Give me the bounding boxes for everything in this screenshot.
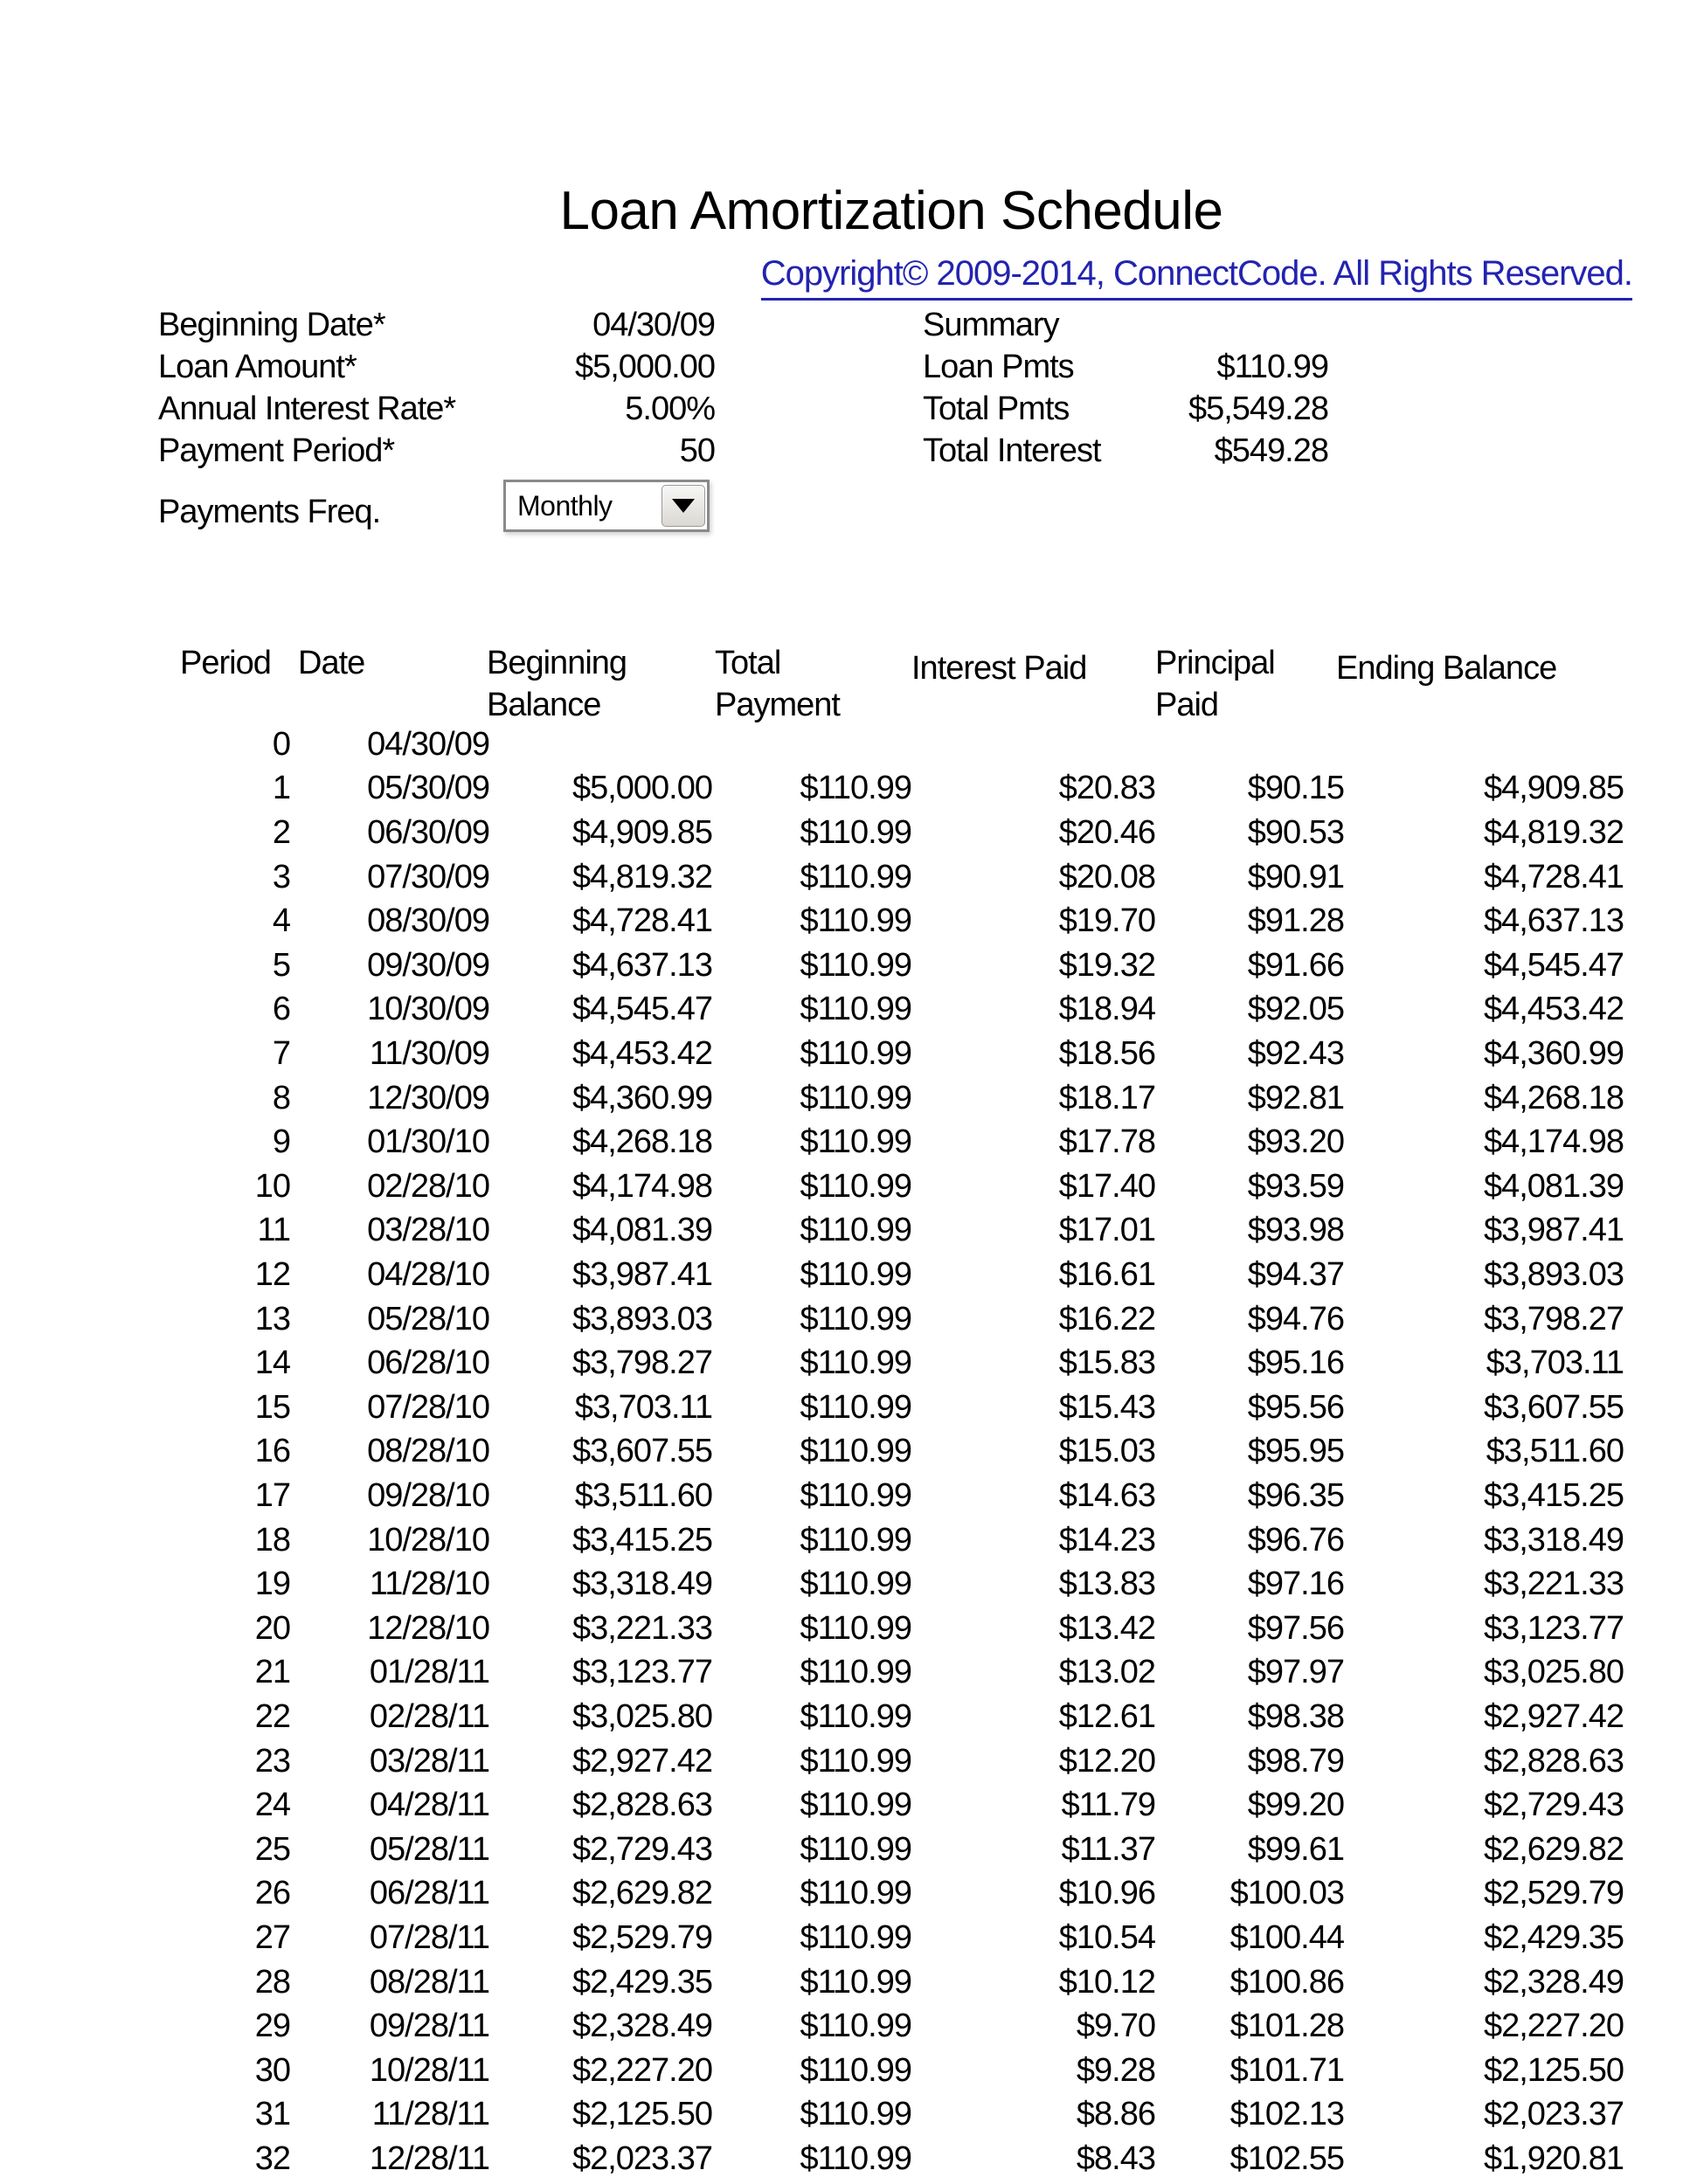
cell-principal-paid: $97.56 <box>1247 1609 1344 1647</box>
table-row <box>0 811 1690 855</box>
cell-ending-balance: $2,023.37 <box>1483 2096 1624 2133</box>
cell-principal-paid: $102.13 <box>1229 2096 1344 2133</box>
cell-interest-paid: $20.08 <box>1058 858 1155 895</box>
cell-date: 04/30/09 <box>367 725 489 763</box>
cell-beginning-balance: $2,927.42 <box>571 1742 712 1780</box>
table-row <box>0 1607 1690 1651</box>
cell-beginning-balance: $2,227.20 <box>571 2051 712 2089</box>
cell-period: 10 <box>254 1167 290 1205</box>
cell-total-payment: $110.99 <box>800 1654 911 1691</box>
cell-date: 03/28/11 <box>369 1742 489 1780</box>
cell-period: 13 <box>254 1300 290 1337</box>
cell-principal-paid: $95.16 <box>1247 1344 1344 1382</box>
label-annual-interest-rate: Annual Interest Rate* <box>158 390 456 427</box>
table-row <box>0 943 1690 988</box>
table-row <box>0 1916 1690 1960</box>
table-row <box>0 1253 1690 1297</box>
cell-principal-paid: $91.66 <box>1247 946 1344 984</box>
cell-beginning-balance: $4,174.98 <box>571 1167 712 1205</box>
cell-principal-paid: $93.20 <box>1247 1123 1344 1161</box>
cell-total-payment: $110.99 <box>800 1787 911 1824</box>
label-beginning-date: Beginning Date* <box>158 307 385 343</box>
dropdown-arrow-button[interactable] <box>661 485 705 527</box>
table-row <box>0 1960 1690 2005</box>
payments-freq-select[interactable] <box>503 480 710 532</box>
cell-interest-paid: $14.63 <box>1058 1476 1155 1514</box>
table-row <box>0 1165 1690 1209</box>
cell-period: 29 <box>254 2008 290 2045</box>
cell-date: 10/28/10 <box>367 1521 489 1559</box>
cell-period: 0 <box>272 725 290 763</box>
cell-period: 12 <box>254 1255 290 1293</box>
cell-total-payment: $110.99 <box>800 1300 911 1337</box>
table-row <box>0 2092 1690 2137</box>
cell-ending-balance: $4,081.39 <box>1483 1167 1624 1205</box>
table-row <box>0 1076 1690 1121</box>
table-row <box>0 1208 1690 1253</box>
cell-beginning-balance: $4,545.47 <box>571 991 712 1028</box>
cell-principal-paid: $96.35 <box>1247 1476 1344 1514</box>
cell-ending-balance: $3,415.25 <box>1483 1476 1624 1514</box>
cell-principal-paid: $98.79 <box>1247 1742 1344 1780</box>
cell-period: 22 <box>254 1697 290 1735</box>
copyright-link[interactable]: Copyright© 2009-2014, ConnectCode. All Rights Reserved. <box>761 254 1632 301</box>
cell-interest-paid: $11.37 <box>1061 1830 1155 1868</box>
cell-beginning-balance: $4,081.39 <box>571 1212 712 1249</box>
value-beginning-date[interactable]: 04/30/09 <box>592 307 715 343</box>
summary-label-loan-pmts: Loan Pmts <box>923 349 1074 385</box>
cell-total-payment: $110.99 <box>800 1212 911 1249</box>
cell-ending-balance: $3,703.11 <box>1486 1344 1624 1382</box>
cell-period: 26 <box>254 1875 290 1912</box>
cell-date: 09/28/11 <box>369 2008 489 2045</box>
cell-total-payment: $110.99 <box>800 858 911 895</box>
cell-ending-balance: $4,728.41 <box>1483 858 1624 895</box>
cell-principal-paid: $92.43 <box>1247 1034 1344 1072</box>
table-row <box>0 2137 1690 2181</box>
cell-date: 10/30/09 <box>367 991 489 1028</box>
table-row <box>0 766 1690 811</box>
cell-beginning-balance: $4,728.41 <box>571 902 712 940</box>
summary-value-loan-pmts: $110.99 <box>1216 349 1328 385</box>
summary-value-total-pmts: $5,549.28 <box>1188 390 1328 427</box>
page-title: Loan Amortization Schedule <box>559 181 1223 241</box>
cell-ending-balance: $3,987.41 <box>1483 1212 1624 1249</box>
cell-date: 06/28/10 <box>367 1344 489 1382</box>
cell-total-payment: $110.99 <box>800 1830 911 1868</box>
table-row <box>0 1695 1690 1739</box>
cell-period: 2 <box>272 813 290 851</box>
cell-ending-balance: $3,123.77 <box>1483 1609 1624 1647</box>
cell-interest-paid: $9.28 <box>1076 2051 1155 2089</box>
label-payments-freq: Payments Freq. <box>158 494 381 530</box>
cell-principal-paid: $92.81 <box>1247 1079 1344 1116</box>
cell-principal-paid: $95.56 <box>1247 1388 1344 1426</box>
cell-ending-balance: $4,453.42 <box>1483 991 1624 1028</box>
table-row <box>0 1120 1690 1165</box>
cell-total-payment: $110.99 <box>800 1255 911 1293</box>
cell-principal-paid: $100.03 <box>1229 1875 1344 1912</box>
cell-period: 28 <box>254 1963 290 2001</box>
table-row <box>0 1518 1690 1563</box>
table-row <box>0 1562 1690 1607</box>
cell-interest-paid: $15.03 <box>1058 1433 1155 1470</box>
cell-beginning-balance: $2,529.79 <box>571 1918 712 1956</box>
cell-total-payment: $110.99 <box>800 1565 911 1603</box>
cell-date: 07/28/10 <box>367 1388 489 1426</box>
cell-beginning-balance: $3,987.41 <box>571 1255 712 1293</box>
cell-ending-balance: $2,125.50 <box>1483 2051 1624 2089</box>
cell-principal-paid: $98.38 <box>1247 1697 1344 1735</box>
cell-date: 12/28/11 <box>369 2139 489 2177</box>
cell-ending-balance: $1,920.81 <box>1483 2139 1624 2177</box>
cell-total-payment: $110.99 <box>800 1918 911 1956</box>
cell-period: 27 <box>254 1918 290 1956</box>
value-payment-period[interactable]: 50 <box>679 432 715 469</box>
cell-date: 08/30/09 <box>367 902 489 940</box>
cell-beginning-balance: $4,453.42 <box>571 1034 712 1072</box>
cell-interest-paid: $20.83 <box>1058 770 1155 807</box>
cell-date: 10/28/11 <box>369 2051 489 2089</box>
cell-period: 6 <box>272 991 290 1028</box>
cell-total-payment: $110.99 <box>800 770 911 807</box>
table-row <box>0 1739 1690 1784</box>
cell-interest-paid: $17.40 <box>1058 1167 1155 1205</box>
cell-period: 1 <box>272 770 290 807</box>
cell-period: 23 <box>254 1742 290 1780</box>
cell-beginning-balance: $4,268.18 <box>571 1123 712 1161</box>
cell-ending-balance: $4,909.85 <box>1483 770 1624 807</box>
cell-total-payment: $110.99 <box>800 1476 911 1514</box>
table-row <box>0 1341 1690 1386</box>
cell-date: 05/28/10 <box>367 1300 489 1337</box>
cell-total-payment: $110.99 <box>800 902 911 940</box>
cell-interest-paid: $8.43 <box>1076 2139 1155 2177</box>
cell-total-payment: $110.99 <box>800 991 911 1028</box>
table-row <box>0 855 1690 900</box>
cell-interest-paid: $10.96 <box>1058 1875 1155 1912</box>
cell-date: 08/28/10 <box>367 1433 489 1470</box>
cell-period: 15 <box>254 1388 290 1426</box>
summary-label-total-pmts: Total Pmts <box>923 390 1070 427</box>
payments-freq-selected-value: Monthly <box>517 489 613 522</box>
cell-date: 07/28/11 <box>369 1918 489 1956</box>
cell-ending-balance: $2,227.20 <box>1483 2008 1624 2045</box>
cell-ending-balance: $2,729.43 <box>1483 1787 1624 1824</box>
cell-beginning-balance: $2,023.37 <box>571 2139 712 2177</box>
cell-date: 05/28/11 <box>369 1830 489 1868</box>
cell-interest-paid: $18.17 <box>1058 1079 1155 1116</box>
cell-principal-paid: $90.53 <box>1247 813 1344 851</box>
cell-total-payment: $110.99 <box>800 1433 911 1470</box>
cell-date: 04/28/11 <box>369 1787 489 1824</box>
cell-beginning-balance: $3,893.03 <box>571 1300 712 1337</box>
cell-ending-balance: $2,328.49 <box>1483 1963 1624 2001</box>
cell-beginning-balance: $3,703.11 <box>574 1388 712 1426</box>
cell-interest-paid: $17.01 <box>1058 1212 1155 1249</box>
cell-interest-paid: $15.83 <box>1058 1344 1155 1382</box>
cell-date: 06/30/09 <box>367 813 489 851</box>
cell-date: 12/28/10 <box>367 1609 489 1647</box>
cell-date: 04/28/10 <box>367 1255 489 1293</box>
cell-beginning-balance: $2,328.49 <box>571 2008 712 2045</box>
cell-principal-paid: $102.55 <box>1229 2139 1344 2177</box>
table-row <box>0 1828 1690 1872</box>
table-row <box>0 1650 1690 1695</box>
cell-principal-paid: $99.20 <box>1247 1787 1344 1824</box>
cell-total-payment: $110.99 <box>800 1697 911 1735</box>
cell-total-payment: $110.99 <box>800 2008 911 2045</box>
cell-interest-paid: $16.61 <box>1058 1255 1155 1293</box>
cell-total-payment: $110.99 <box>800 1167 911 1205</box>
cell-principal-paid: $101.28 <box>1229 2008 1344 2045</box>
table-row <box>0 2004 1690 2049</box>
cell-total-payment: $110.99 <box>800 1079 911 1116</box>
cell-interest-paid: $14.23 <box>1058 1521 1155 1559</box>
cell-ending-balance: $2,629.82 <box>1483 1830 1624 1868</box>
cell-period: 17 <box>254 1476 290 1514</box>
cell-date: 01/28/11 <box>369 1654 489 1691</box>
cell-date: 07/30/09 <box>367 858 489 895</box>
cell-principal-paid: $100.44 <box>1229 1918 1344 1956</box>
cell-ending-balance: $2,429.35 <box>1483 1918 1624 1956</box>
cell-ending-balance: $2,529.79 <box>1483 1875 1624 1912</box>
cell-ending-balance: $4,360.99 <box>1483 1034 1624 1072</box>
cell-date: 11/28/11 <box>371 2096 489 2133</box>
cell-ending-balance: $4,268.18 <box>1483 1079 1624 1116</box>
cell-ending-balance: $4,174.98 <box>1483 1123 1624 1161</box>
cell-date: 02/28/11 <box>369 1697 489 1735</box>
cell-beginning-balance: $2,828.63 <box>571 1787 712 1824</box>
cell-period: 14 <box>254 1344 290 1382</box>
cell-beginning-balance: $3,607.55 <box>571 1433 712 1470</box>
cell-total-payment: $110.99 <box>800 946 911 984</box>
cell-total-payment: $110.99 <box>800 1344 911 1382</box>
cell-interest-paid: $11.79 <box>1061 1787 1155 1824</box>
cell-ending-balance: $3,025.80 <box>1483 1654 1624 1691</box>
cell-beginning-balance: $4,819.32 <box>571 858 712 895</box>
chevron-down-icon <box>672 499 695 513</box>
cell-principal-paid: $97.97 <box>1247 1654 1344 1691</box>
column-header-date: Date <box>298 645 365 681</box>
cell-period: 31 <box>254 2096 290 2133</box>
cell-total-payment: $110.99 <box>800 2139 911 2177</box>
cell-date: 01/30/10 <box>367 1123 489 1161</box>
cell-beginning-balance: $3,123.77 <box>571 1654 712 1691</box>
cell-beginning-balance: $3,798.27 <box>571 1344 712 1382</box>
cell-principal-paid: $92.05 <box>1247 991 1344 1028</box>
cell-interest-paid: $9.70 <box>1076 2008 1155 2045</box>
table-row <box>0 1386 1690 1430</box>
cell-date: 09/28/10 <box>367 1476 489 1514</box>
cell-principal-paid: $95.95 <box>1247 1433 1344 1470</box>
cell-beginning-balance: $3,221.33 <box>571 1609 712 1647</box>
cell-interest-paid: $18.56 <box>1058 1034 1155 1072</box>
cell-beginning-balance: $2,729.43 <box>571 1830 712 1868</box>
table-row <box>0 1783 1690 1828</box>
cell-date: 03/28/10 <box>367 1212 489 1249</box>
cell-principal-paid: $90.15 <box>1247 770 1344 807</box>
cell-total-payment: $110.99 <box>800 813 911 851</box>
cell-period: 21 <box>254 1654 290 1691</box>
cell-interest-paid: $19.32 <box>1058 946 1155 984</box>
cell-principal-paid: $93.98 <box>1247 1212 1344 1249</box>
table-row <box>0 2049 1690 2093</box>
column-header-period: Period <box>180 645 271 681</box>
cell-ending-balance: $4,545.47 <box>1483 946 1624 984</box>
cell-beginning-balance: $2,629.82 <box>571 1875 712 1912</box>
cell-date: 02/28/10 <box>367 1167 489 1205</box>
cell-period: 9 <box>272 1123 290 1161</box>
cell-beginning-balance: $4,360.99 <box>571 1079 712 1116</box>
table-row <box>0 1871 1690 1916</box>
cell-ending-balance: $2,927.42 <box>1483 1697 1624 1735</box>
cell-total-payment: $110.99 <box>800 2051 911 2089</box>
column-header-beginning-balance: Beginning Balance <box>487 645 627 723</box>
cell-date: 06/28/11 <box>369 1875 489 1912</box>
cell-ending-balance: $3,798.27 <box>1483 1300 1624 1337</box>
label-payment-period: Payment Period* <box>158 432 395 469</box>
cell-interest-paid: $10.12 <box>1058 1963 1155 2001</box>
cell-beginning-balance: $3,025.80 <box>571 1697 712 1735</box>
cell-interest-paid: $18.94 <box>1058 991 1155 1028</box>
cell-total-payment: $110.99 <box>800 2096 911 2133</box>
cell-period: 4 <box>272 902 290 940</box>
column-header-ending-balance: Ending Balance <box>1336 650 1557 687</box>
cell-ending-balance: $3,893.03 <box>1483 1255 1624 1293</box>
cell-interest-paid: $16.22 <box>1058 1300 1155 1337</box>
cell-beginning-balance: $3,415.25 <box>571 1521 712 1559</box>
cell-date: 11/28/10 <box>369 1565 489 1603</box>
cell-ending-balance: $4,819.32 <box>1483 813 1624 851</box>
cell-date: 08/28/11 <box>369 1963 489 2001</box>
cell-date: 12/30/09 <box>367 1079 489 1116</box>
summary-value-total-interest: $549.28 <box>1214 432 1328 469</box>
table-row <box>0 1297 1690 1342</box>
value-annual-interest-rate[interactable]: 5.00% <box>625 390 715 427</box>
cell-period: 25 <box>254 1830 290 1868</box>
cell-beginning-balance: $4,909.85 <box>571 813 712 851</box>
cell-beginning-balance: $4,637.13 <box>571 946 712 984</box>
cell-period: 30 <box>254 2051 290 2089</box>
cell-total-payment: $110.99 <box>800 1388 911 1426</box>
cell-beginning-balance: $2,429.35 <box>571 1963 712 2001</box>
cell-principal-paid: $99.61 <box>1247 1830 1344 1868</box>
table-row <box>0 1474 1690 1518</box>
cell-period: 20 <box>254 1609 290 1647</box>
cell-period: 16 <box>254 1433 290 1470</box>
cell-ending-balance: $2,828.63 <box>1483 1742 1624 1780</box>
cell-period: 32 <box>254 2139 290 2177</box>
cell-total-payment: $110.99 <box>800 1609 911 1647</box>
cell-principal-paid: $94.76 <box>1247 1300 1344 1337</box>
cell-ending-balance: $3,607.55 <box>1483 1388 1624 1426</box>
cell-interest-paid: $20.46 <box>1058 813 1155 851</box>
table-row <box>0 987 1690 1032</box>
column-header-principal-paid: Principal Paid <box>1155 645 1275 723</box>
table-row <box>0 899 1690 943</box>
cell-period: 19 <box>254 1565 290 1603</box>
cell-ending-balance: $4,637.13 <box>1483 902 1624 940</box>
table-row <box>0 722 1690 767</box>
cell-total-payment: $110.99 <box>800 1034 911 1072</box>
cell-principal-paid: $91.28 <box>1247 902 1344 940</box>
value-loan-amount[interactable]: $5,000.00 <box>574 349 715 385</box>
cell-principal-paid: $93.59 <box>1247 1167 1344 1205</box>
cell-interest-paid: $8.86 <box>1076 2096 1155 2133</box>
cell-beginning-balance: $2,125.50 <box>571 2096 712 2133</box>
cell-principal-paid: $96.76 <box>1247 1521 1344 1559</box>
cell-interest-paid: $12.61 <box>1058 1697 1155 1735</box>
column-header-total-payment: Total Payment <box>715 645 840 723</box>
cell-interest-paid: $13.42 <box>1058 1609 1155 1647</box>
cell-interest-paid: $15.43 <box>1058 1388 1155 1426</box>
cell-date: 05/30/09 <box>367 770 489 807</box>
cell-period: 11 <box>257 1212 290 1249</box>
cell-beginning-balance: $3,511.60 <box>574 1476 712 1514</box>
table-row <box>0 1032 1690 1076</box>
cell-principal-paid: $90.91 <box>1247 858 1344 895</box>
cell-principal-paid: $94.37 <box>1247 1255 1344 1293</box>
cell-beginning-balance: $3,318.49 <box>571 1565 712 1603</box>
cell-interest-paid: $13.02 <box>1058 1654 1155 1691</box>
cell-interest-paid: $12.20 <box>1058 1742 1155 1780</box>
cell-total-payment: $110.99 <box>800 1875 911 1912</box>
cell-period: 3 <box>272 858 290 895</box>
cell-period: 8 <box>272 1079 290 1116</box>
cell-total-payment: $110.99 <box>800 1963 911 2001</box>
cell-principal-paid: $101.71 <box>1229 2051 1344 2089</box>
cell-interest-paid: $19.70 <box>1058 902 1155 940</box>
column-header-interest-paid: Interest Paid <box>911 650 1087 687</box>
cell-period: 18 <box>254 1521 290 1559</box>
cell-interest-paid: $17.78 <box>1058 1123 1155 1161</box>
cell-date: 11/30/09 <box>369 1034 489 1072</box>
summary-heading: Summary <box>923 307 1059 343</box>
cell-period: 24 <box>254 1787 290 1824</box>
cell-interest-paid: $13.83 <box>1058 1565 1155 1603</box>
cell-principal-paid: $100.86 <box>1229 1963 1344 2001</box>
cell-period: 7 <box>272 1034 290 1072</box>
cell-ending-balance: $3,318.49 <box>1483 1521 1624 1559</box>
cell-interest-paid: $10.54 <box>1058 1918 1155 1956</box>
cell-date: 09/30/09 <box>367 946 489 984</box>
cell-principal-paid: $97.16 <box>1247 1565 1344 1603</box>
cell-total-payment: $110.99 <box>800 1742 911 1780</box>
summary-label-total-interest: Total Interest <box>923 432 1101 469</box>
cell-total-payment: $110.99 <box>800 1123 911 1161</box>
cell-period: 5 <box>272 946 290 984</box>
cell-ending-balance: $3,221.33 <box>1483 1565 1624 1603</box>
cell-beginning-balance: $5,000.00 <box>571 770 712 807</box>
cell-total-payment: $110.99 <box>800 1521 911 1559</box>
cell-ending-balance: $3,511.60 <box>1486 1433 1624 1470</box>
table-row <box>0 1429 1690 1474</box>
label-loan-amount: Loan Amount* <box>158 349 357 385</box>
